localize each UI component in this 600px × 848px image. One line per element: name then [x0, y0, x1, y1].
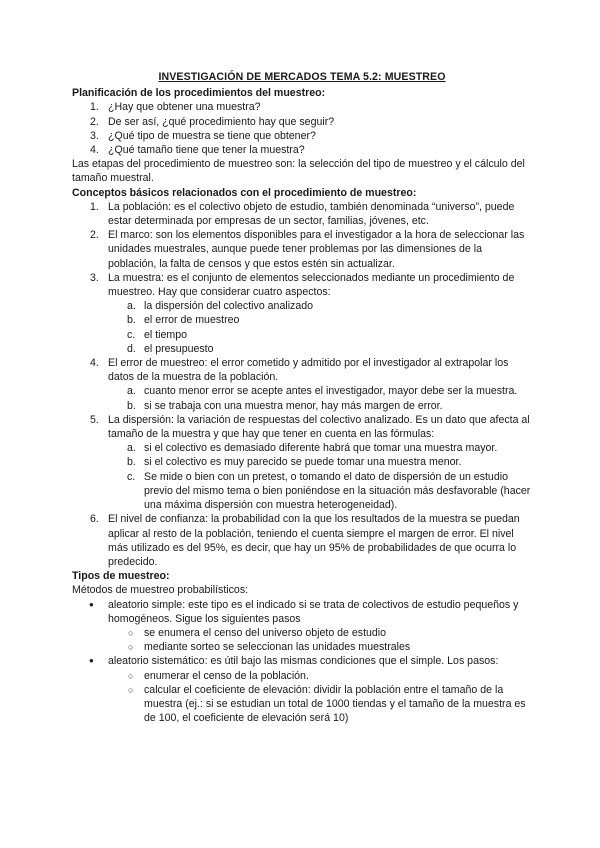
list-item-text: ¿Qué tipo de muestra se tiene que obtener?	[108, 129, 316, 142]
list-item-text: La población: es el colectivo objeto de estudio, también denominada “universo”, puede estar determinada por empresas de un sector, familias, jóvenes, etc.	[108, 200, 515, 228]
list-item	[72, 200, 532, 228]
circle-bullet-icon: ○	[128, 670, 134, 681]
list-marker: 3.	[90, 271, 99, 284]
sublist-item-text: el tiempo	[144, 328, 187, 341]
list-marker: 1.	[90, 200, 99, 213]
bullet-icon: ●	[89, 599, 94, 609]
circle-bullet-icon: ○	[128, 627, 134, 638]
sublist-marker: a.	[127, 385, 136, 398]
circle-sublist	[72, 626, 532, 654]
list-item-text: El nivel de confianza: la probabilidad con la que los resultados de la muestra se puedan aplicar al resto de la población, teniendo el cuenta siempre el margen de error. El nivel más utilizado es del 95%, es decir, que hay un 95% de probabilidades de que ocurra lo predecido.	[108, 513, 520, 568]
sublist-marker: c.	[127, 328, 136, 341]
sublist-item-text: la dispersión del colectivo analizado	[144, 300, 314, 313]
sublist-marker: a.	[127, 300, 136, 313]
document-title: INVESTIGACIÓN DE MERCADOS TEMA 5.2: MUESTREO	[158, 71, 446, 83]
bullet-item-text: aleatorio sistemático: es útil bajo las mismas condiciones que el simple. Los pasos:	[108, 655, 499, 668]
paragraph: Las etapas del procedimiento de muestreo son: la selección del tipo de muestreo y el cálculo del tamaño muestral.	[72, 158, 525, 185]
sub-bullet-text: se enumera el censo del universo objeto de estudio	[144, 626, 387, 639]
sublist-item-text: el error de muestreo	[144, 314, 240, 327]
lettered-sublist	[72, 384, 532, 412]
list-marker: 2.	[90, 115, 99, 128]
sub-bullet-text: calcular el coeficiente de elevación: dividir la población entre el tamaño de la muestra (ej.: si se estudian un total de 1000 tiendas y el tamaño de la muestra es de 100, el coeficiente de elevación será 10)	[144, 683, 526, 725]
bullet-item	[72, 654, 532, 668]
sublist-marker: d.	[127, 342, 136, 355]
list-item-text: La dispersión: la variación de respuestas del colectivo analizado. Es un dato que afecta al tamaño de la muestra y que hay que tener en cuenta en las fórmulas:	[108, 413, 530, 441]
list-item	[72, 100, 532, 114]
list-item	[72, 512, 532, 569]
bullet-item	[72, 598, 532, 626]
circle-bullet-icon: ○	[128, 642, 134, 653]
sublist-marker: b.	[127, 456, 136, 469]
list-item	[72, 356, 532, 384]
sublist-item	[72, 470, 532, 513]
sublist-item	[72, 328, 532, 342]
list-marker: 5.	[90, 413, 99, 426]
sublist-item	[72, 299, 532, 313]
list-item	[72, 143, 532, 157]
sub-bullet-item	[72, 683, 532, 726]
bullet-list	[72, 598, 532, 626]
sublist-item	[72, 455, 532, 469]
section-heading: Planificación de los procedimientos del muestreo:	[72, 87, 326, 100]
sublist-item	[72, 441, 532, 455]
sublist-item	[72, 399, 532, 413]
section-heading: Tipos de muestreo:	[72, 570, 170, 583]
sublist-marker: c.	[127, 470, 136, 483]
sublist-item-text: si el colectivo es muy parecido se puede tomar una muestra menor.	[144, 456, 462, 469]
list-marker: 3.	[90, 129, 99, 142]
section-planificacion	[72, 86, 532, 185]
list-item	[72, 271, 532, 299]
sub-bullet-item	[72, 626, 532, 640]
list-item-text: ¿Hay que obtener una muestra?	[108, 101, 261, 114]
numbered-list	[72, 356, 532, 384]
sublist-item-text: Se mide o bien con un pretest, o tomando el dato de dispersión de un estudio previo del mismo tema o bien poniéndose en la situación más desfavorable (hacer una máxima dispersión con muestra heterogeneidad).	[144, 470, 531, 512]
numbered-list	[72, 512, 532, 569]
sub-bullet-text: mediante sorteo se seleccionan las unidades muestrales	[144, 641, 411, 654]
bullet-icon: ●	[89, 656, 94, 666]
list-marker: 2.	[90, 229, 99, 242]
section-conceptos	[72, 186, 532, 569]
list-item	[72, 228, 532, 271]
numbered-list	[72, 200, 532, 299]
sublist-item-text: el presupuesto	[144, 342, 214, 355]
sublist-marker: a.	[127, 442, 136, 455]
sub-bullet-text: enumerar el censo de la población.	[144, 669, 309, 682]
sub-bullet-item	[72, 669, 532, 683]
list-item	[72, 129, 532, 143]
lettered-sublist	[72, 299, 532, 356]
sublist-item	[72, 384, 532, 398]
list-item-text: El error de muestreo: el error cometido y admitido por el investigador al extrapolar los datos de la muestra de la población.	[108, 357, 509, 384]
section-heading: Conceptos básicos relacionados con el procedimiento de muestreo:	[72, 186, 417, 199]
list-item-text: El marco: son los elementos disponibles para el investigador a la hora de seleccionar las unidades muestrales, aunque puede tener problemas por las dimensiones de la población, la falta de censos y que estos estén sin actualizar.	[108, 229, 525, 270]
numbered-list	[72, 100, 532, 157]
list-item-text: ¿Qué tamaño tiene que tener la muestra?	[108, 144, 305, 157]
sublist-item-text: si el colectivo es demasiado diferente habrá que tomar una muestra mayor.	[144, 442, 498, 455]
sublist-marker: b.	[127, 399, 136, 412]
bullet-list	[72, 654, 532, 668]
sublist-item	[72, 342, 532, 356]
list-marker: 4.	[90, 357, 99, 370]
list-item-text: La muestra: es el conjunto de elementos seleccionados mediante un procedimiento de muestreo. Hay que considerar cuatro aspectos:	[108, 271, 515, 299]
circle-bullet-icon: ○	[128, 684, 134, 695]
sublist-item-text: cuanto menor error se acepte antes el investigador, mayor debe ser la muestra.	[144, 385, 518, 398]
document-page	[72, 70, 532, 725]
circle-sublist	[72, 669, 532, 726]
list-marker: 1.	[90, 101, 99, 114]
list-marker: 6.	[90, 513, 99, 526]
list-item	[72, 115, 532, 129]
bullet-item-text: aleatorio simple: este tipo es el indicado si se trata de colectivos de estudio pequeños y homogéneos. Sigue los siguientes pasos	[108, 598, 519, 625]
sublist-marker: b.	[127, 314, 136, 327]
sub-bullet-item	[72, 640, 532, 654]
sublist-item-text: si se trabaja con una muestra menor, hay más margen de error.	[144, 399, 443, 412]
list-item	[72, 413, 532, 441]
section-tipos	[72, 569, 532, 725]
list-marker: 4.	[90, 144, 99, 157]
sublist-item	[72, 313, 532, 327]
list-item-text: De ser así, ¿qué procedimiento hay que seguir?	[108, 115, 335, 128]
numbered-list	[72, 413, 532, 441]
subheading: Métodos de muestreo probabilísticos:	[72, 584, 249, 597]
lettered-sublist	[72, 441, 532, 512]
